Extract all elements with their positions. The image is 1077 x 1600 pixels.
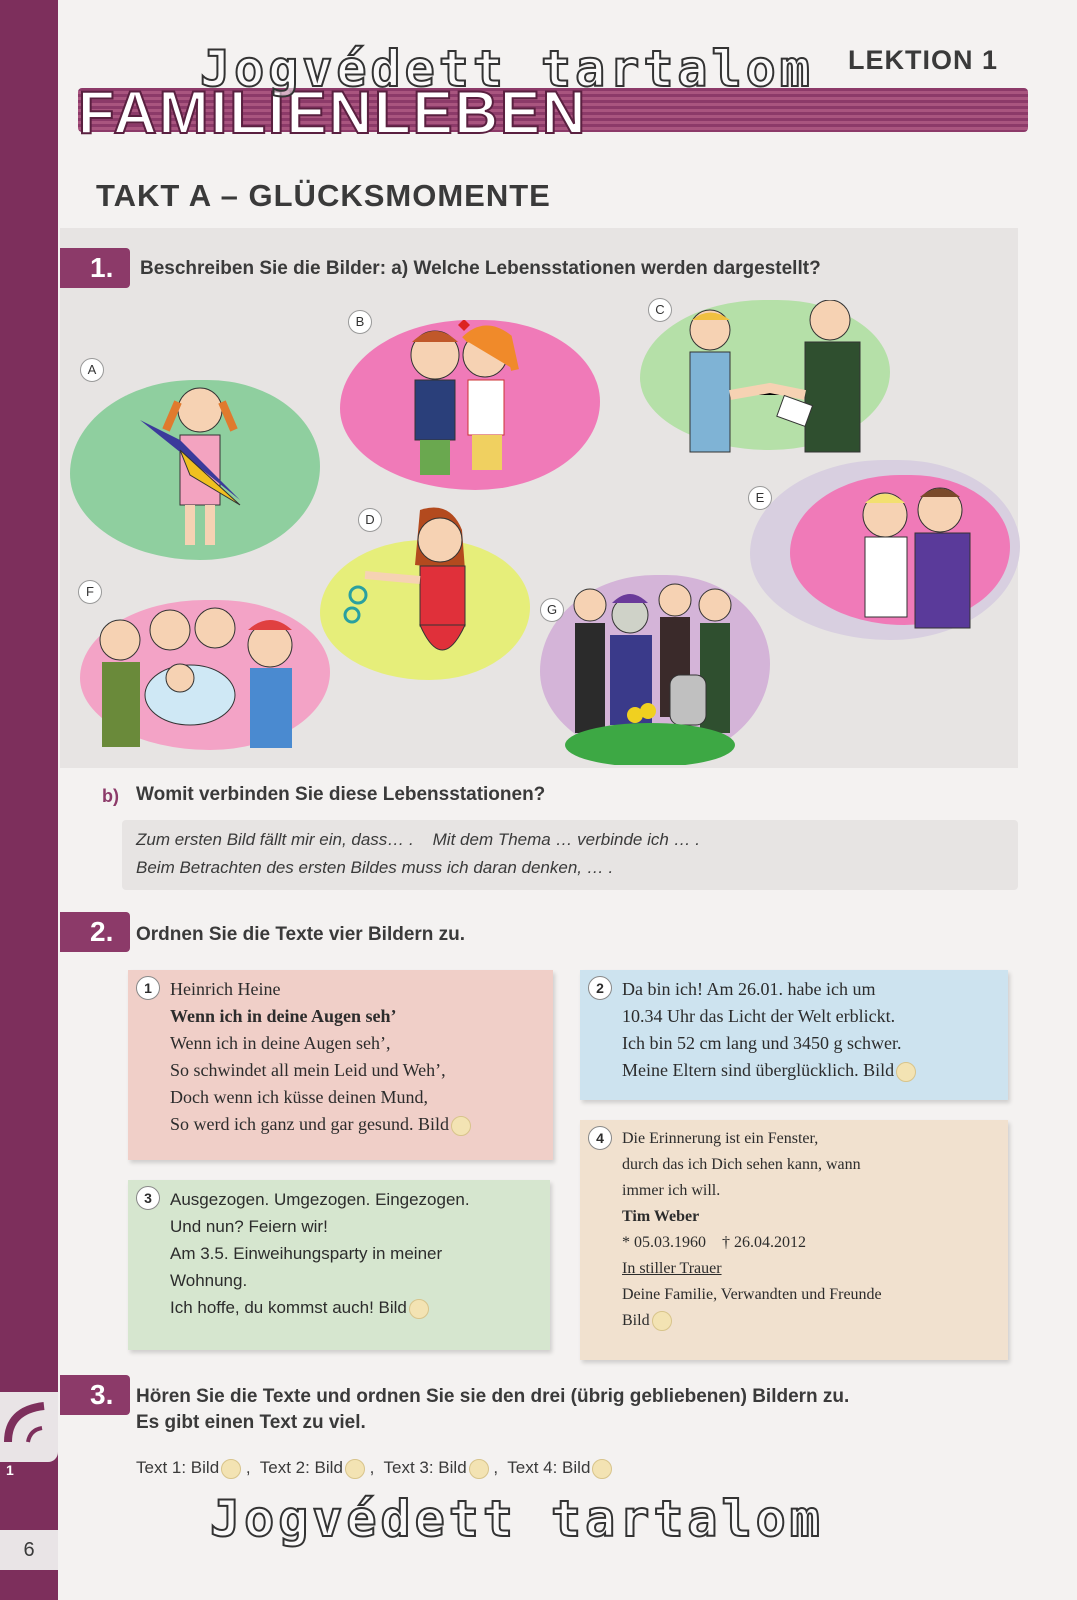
watermark-top: Jogvédett tartalom — [200, 40, 814, 98]
picture-label-e: E — [748, 486, 772, 510]
task3-instruction-line2: Es gibt einen Text zu viel. — [136, 1412, 366, 1433]
task1b-question: Womit verbinden Sie diese Lebensstationen? — [136, 784, 546, 805]
picture-a — [70, 380, 320, 560]
card-line: Und nun? Feiern wir! — [170, 1217, 328, 1236]
card-line: Die Erinnerung ist ein Fenster, — [622, 1130, 819, 1147]
task2-instruction: Ordnen Sie die Texte vier Bildern zu. — [136, 924, 466, 945]
card-line: Wohnung. — [170, 1271, 248, 1290]
picture-c — [640, 300, 890, 450]
card-line: In stiller Trauer — [622, 1260, 722, 1277]
task1-number: 1. — [60, 248, 130, 288]
task3-number: 3. — [60, 1375, 130, 1415]
card-line: Wenn ich in deine Augen seh’ — [170, 1006, 397, 1026]
answer-field[interactable] — [469, 1459, 489, 1479]
task1b-label: b) — [102, 786, 119, 806]
funeral-illustration — [540, 575, 770, 765]
card-line: Doch wenn ich küsse deinen Mund, — [170, 1087, 428, 1107]
card-number: 2 — [588, 976, 612, 1000]
card-line: Ich hoffe, du kommst auch! Bild — [170, 1298, 407, 1317]
card-line: Da bin ich! Am 26.01. habe ich um — [622, 979, 876, 999]
answer-field[interactable] — [652, 1311, 672, 1331]
card-line: durch das ich Dich sehen kann, wann — [622, 1156, 861, 1173]
answer-field[interactable] — [896, 1062, 916, 1082]
task1-instruction: Beschreiben Sie die Bilder: a) Welche Lebensstationen werden dargestellt? — [140, 258, 821, 279]
answer-field[interactable] — [221, 1459, 241, 1479]
picture-d — [320, 540, 530, 680]
audio-icon — [0, 1392, 58, 1462]
card-line: Wenn ich in deine Augen seh’, — [170, 1033, 391, 1053]
answer-text-4: Text 4: Bild — [507, 1458, 591, 1477]
page-margin-bar — [0, 0, 58, 1600]
picture-label-a: A — [80, 358, 104, 382]
picture-f — [80, 600, 330, 750]
picture-g — [540, 575, 770, 760]
task2-number: 2. — [60, 912, 130, 952]
text-card-4 — [580, 1120, 1008, 1360]
card-line: Meine Eltern sind überglücklich. Bild — [622, 1060, 895, 1080]
card-number: 3 — [136, 1186, 160, 1210]
card-line: Ausgezogen. Umgezogen. Eingezogen. — [170, 1190, 470, 1209]
picture-label-f: F — [78, 580, 102, 604]
section-title: TAKT A – GLÜCKSMOMENTE — [96, 178, 551, 213]
picture-label-c: C — [648, 298, 672, 322]
family-baby-illustration — [80, 600, 330, 750]
text-card-3 — [128, 1180, 550, 1350]
picture-label-d: D — [358, 508, 382, 532]
answer-text-3: Text 3: Bild — [383, 1458, 467, 1477]
card-line: Am 3.5. Einweihungsparty in meiner — [170, 1244, 443, 1263]
card-line: Ich bin 52 cm lang und 3450 g schwer. — [622, 1033, 902, 1053]
example-sentences — [136, 826, 700, 882]
example-line-2: Beim Betrachten des ersten Bildes muss ich daran denken, … . — [136, 858, 614, 877]
kissing-couple-illustration — [340, 320, 600, 500]
card-line: So schwindet all mein Leid und Weh’, — [170, 1060, 446, 1080]
card-line: Tim Weber — [622, 1208, 700, 1225]
answer-field[interactable] — [592, 1459, 612, 1479]
answer-field[interactable] — [451, 1116, 471, 1136]
task3-answers: Text 1: Bild , Text 2: Bild , Text 3: Bild , Text 4: Bild — [136, 1458, 612, 1479]
card-number: 1 — [136, 976, 160, 1000]
picture-b — [340, 320, 600, 490]
woman-keys-illustration — [320, 500, 530, 670]
card-line: * 05.03.1960 † 26.04.2012 — [622, 1234, 806, 1251]
wedding-couple-illustration — [790, 475, 1010, 635]
answer-field[interactable] — [409, 1299, 429, 1319]
text-card-2 — [580, 970, 1008, 1100]
text-card-1 — [128, 970, 553, 1160]
example-line-1: Zum ersten Bild fällt mir ein, dass… . Mit dem Thema … verbinde ich … . — [136, 830, 701, 849]
answer-text-2: Text 2: Bild — [259, 1458, 343, 1477]
audio-track-number: 1 — [6, 1462, 14, 1478]
answer-text-1: Text 1: Bild — [136, 1458, 220, 1477]
picture-label-g: G — [540, 598, 564, 622]
card-line: immer ich will. — [622, 1182, 721, 1199]
task3-instruction-line1: Hören Sie die Texte und ordnen Sie sie den drei (übrig gebliebenen) Bildern zu. — [136, 1386, 850, 1407]
girl-school-cone-illustration — [70, 380, 320, 560]
card-line: Bild — [622, 1312, 650, 1329]
card-line: Heinrich Heine — [170, 979, 281, 999]
card-number: 4 — [588, 1126, 612, 1150]
handshake-illustration — [640, 300, 890, 470]
lesson-label: LEKTION 1 — [848, 45, 999, 75]
card-line: Deine Familie, Verwandten und Freunde — [622, 1286, 882, 1303]
watermark-bottom: Jogvédett tartalom — [210, 1490, 824, 1548]
page-number: 6 — [0, 1530, 58, 1570]
picture-label-b: B — [348, 310, 372, 334]
answer-field[interactable] — [345, 1459, 365, 1479]
card-line: So werd ich ganz und gar gesund. Bild — [170, 1114, 449, 1134]
picture-e — [790, 475, 1010, 625]
card-line: 10.34 Uhr das Licht der Welt erblickt. — [622, 1006, 896, 1026]
page-title: FAMILIENLEBEN — [78, 79, 588, 146]
audio-track-tab — [0, 1392, 58, 1462]
